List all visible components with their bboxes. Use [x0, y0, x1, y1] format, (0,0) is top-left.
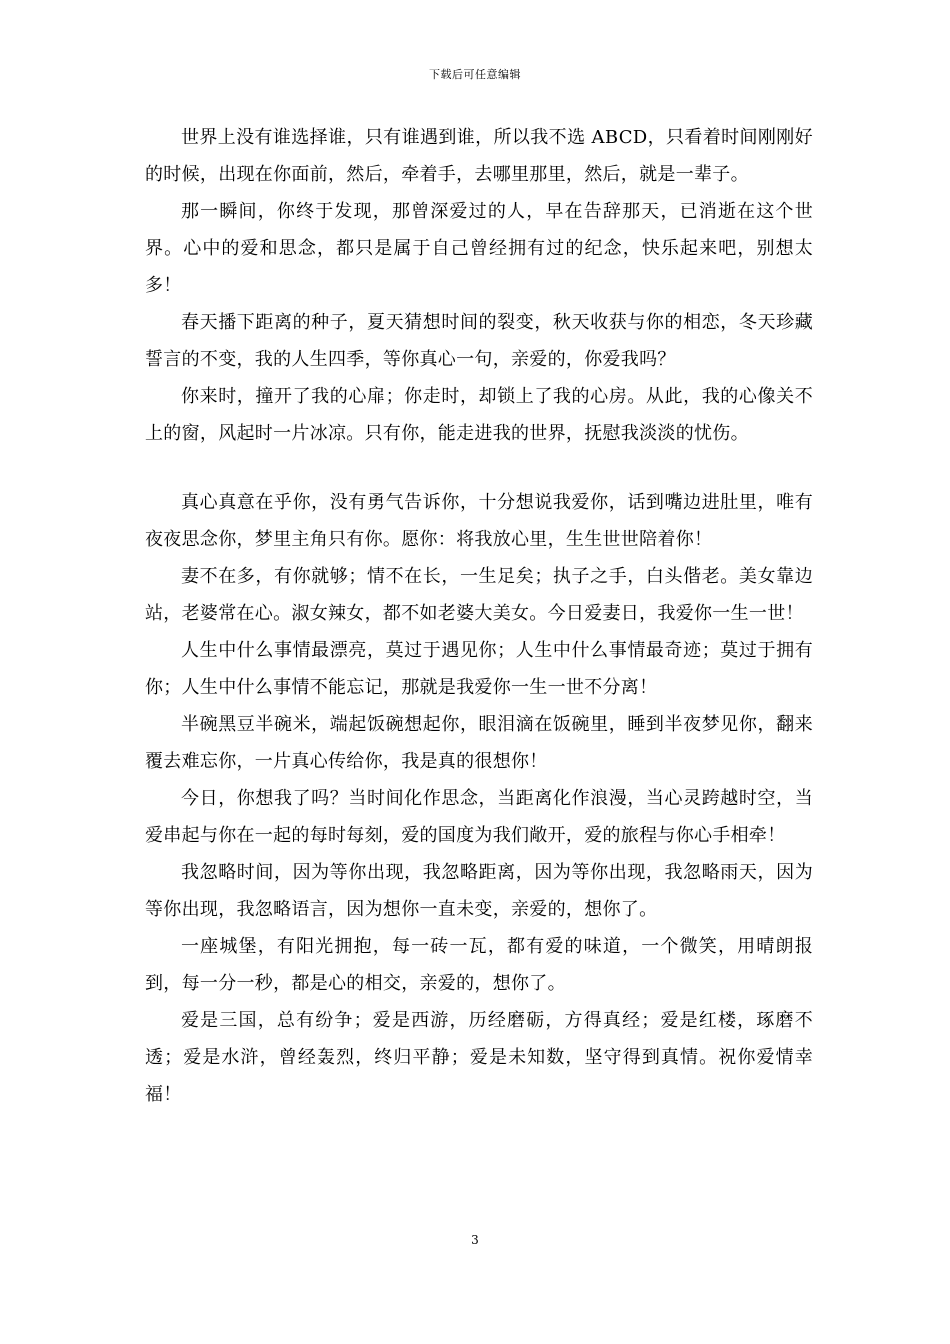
- paragraph: 今日，你想我了吗？当时间化作思念，当距离化作浪漫，当心灵跨越时空，当爱串起与你在一起的每时每刻，爱的国度为我们敞开，爱的旅程与你心手相牵！: [145, 788, 813, 846]
- paragraph: 人生中什么事情最漂亮，莫过于遇见你；人生中什么事情最奇迹；莫过于拥有你；人生中什么事情不能忘记，那就是我爱你一生一世不分离！: [145, 640, 813, 698]
- paragraph: 爱是三国，总有纷争；爱是西游，历经磨砺，方得真经；爱是红楼，琢磨不透；爱是水浒，曾经轰烈，终归平静；爱是未知数，坚守得到真情。祝你爱情幸福！: [145, 1010, 813, 1105]
- paragraph: 半碗黑豆半碗米，端起饭碗想起你，眼泪滴在饭碗里，睡到半夜梦见你，翻来覆去难忘你，一片真心传给你，我是真的很想你！: [145, 714, 813, 772]
- paragraph: 妻不在多，有你就够；情不在长，一生足矣；执子之手，白头偕老。美女靠边站，老婆常在心。淑女辣女，都不如老婆大美女。今日爱妻日，我爱你一生一世！: [145, 566, 813, 624]
- paragraph: 春天播下距离的种子，夏天猜想时间的裂变，秋天收获与你的相恋，冬天珍藏誓言的不变，我的人生四季，等你真心一句，亲爱的，你爱我吗？: [145, 312, 813, 370]
- paragraph: 世界上没有谁选择谁，只有谁遇到谁，所以我不选 ABCD，只看着时间刚刚好的时候，出现在你面前，然后，牵着手，去哪里那里，然后，就是一辈子。: [145, 127, 813, 185]
- paragraph: 我忽略时间，因为等你出现，我忽略距离，因为等你出现，我忽略雨天，因为等你出现，我忽略语言，因为想你一直未变，亲爱的，想你了。: [145, 862, 813, 920]
- paragraph: 你来时，撞开了我的心扉；你走时，却锁上了我的心房。从此，我的心像关不上的窗，风起时一片冰凉。只有你，能走进我的世界，抚慰我淡淡的忧伤。: [145, 386, 813, 444]
- paragraph-gap: [145, 452, 813, 484]
- document-body: [145, 119, 813, 1113]
- paragraph: 一座城堡，有阳光拥抱，每一砖一瓦，都有爱的味道，一个微笑，用晴朗报到，每一分一秒，都是心的相交，亲爱的，想你了。: [145, 936, 813, 994]
- paragraph: 真心真意在乎你，没有勇气告诉你，十分想说我爱你，话到嘴边进肚里，唯有夜夜思念你，梦里主角只有你。愿你：将我放心里，生生世世陪着你！: [145, 492, 813, 550]
- page-header: 下载后可任意编辑: [429, 68, 521, 81]
- page-number: 3: [471, 1233, 479, 1247]
- paragraph: 那一瞬间，你终于发现，那曾深爱过的人，早在告辞那天，已消逝在这个世界。心中的爱和思念，都只是属于自己曾经拥有过的纪念，快乐起来吧，别想太多！: [145, 201, 813, 296]
